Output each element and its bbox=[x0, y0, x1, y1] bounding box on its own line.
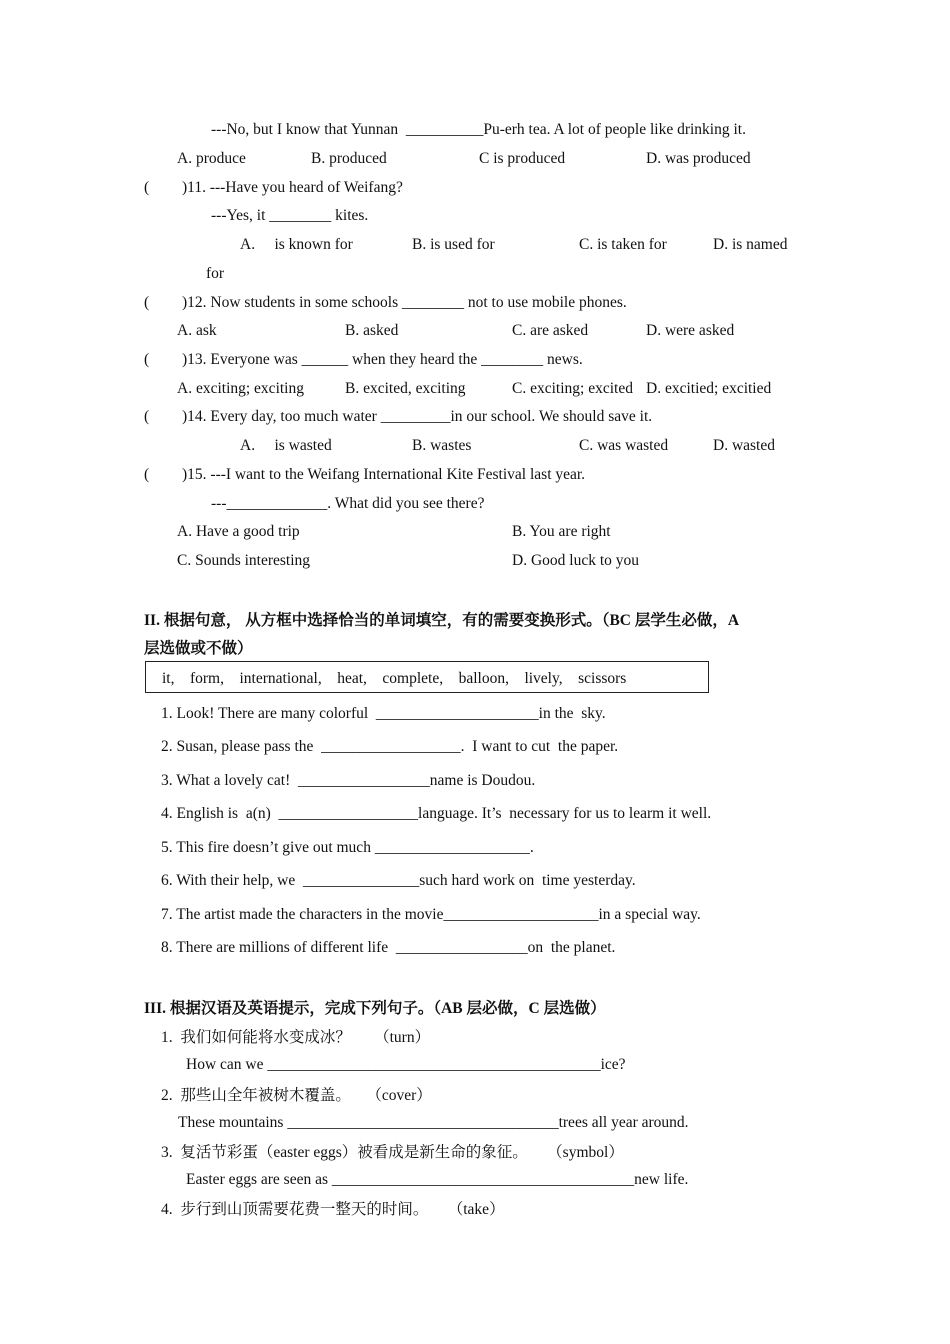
q14-option-d: D. wasted bbox=[713, 437, 775, 454]
q15-question: )15. ---I want to the Weifang International Kite Festival last year. bbox=[182, 466, 586, 483]
word-bank-box bbox=[145, 661, 709, 693]
q11-question: )11. ---Have you heard of Weifang? bbox=[182, 179, 403, 196]
fill-item: 7. The artist made the characters in the movie____________________in a special way. bbox=[161, 906, 701, 923]
fill-item: 2. Susan, please pass the __________________. I want to cut the paper. bbox=[161, 738, 619, 755]
section3-heading: III. 根据汉语及英语提示，完成下列句子。（AB 层必做，C 层选做） bbox=[144, 1000, 606, 1017]
q10-option-d: D. was produced bbox=[646, 150, 751, 167]
fill-item: 1. Look! There are many colorful _____________________in the sky. bbox=[161, 705, 606, 722]
q11-answer-line: ---Yes, it ________ kites. bbox=[211, 207, 369, 224]
q11-option-a: A. is known for bbox=[240, 236, 353, 253]
fill-item: 5. This fire doesn’t give out much ____________________. bbox=[161, 839, 534, 856]
q13-option-a: A. exciting; exciting bbox=[177, 380, 304, 397]
q15-answer-paren: ( bbox=[144, 466, 150, 483]
fill-item: 3. What a lovely cat! _________________name is Doudou. bbox=[161, 772, 536, 789]
q10-option-c: C is produced bbox=[479, 150, 566, 167]
q11-option-b: B. is used for bbox=[412, 236, 495, 253]
word-bank-words: it, form, international, heat, complete, balloon, lively, scissors bbox=[162, 670, 627, 687]
translation-answer-line: Easter eggs are seen as _______________________________________new life. bbox=[186, 1171, 689, 1188]
fill-item: 8. There are millions of different life _________________on the planet. bbox=[161, 939, 616, 956]
q12-option-d: D. were asked bbox=[646, 322, 735, 339]
q12-option-a: A. ask bbox=[177, 322, 217, 339]
q15-option-b: B. You are right bbox=[512, 523, 611, 540]
q13-question: )13. Everyone was ______ when they heard the ________ news. bbox=[182, 351, 583, 368]
q10-answer-line: ---No, but I know that Yunnan __________Pu-erh tea. A lot of people like drinking it. bbox=[211, 121, 746, 138]
q11-option-d: D. is named bbox=[713, 236, 788, 253]
q14-option-c: C. was wasted bbox=[579, 437, 669, 454]
q15-answer-line: ---_____________. What did you see there? bbox=[211, 495, 485, 512]
translation-prompt: 4. 步行到山顶需要花费一整天的时间。 （take） bbox=[161, 1201, 505, 1218]
q14-question: )14. Every day, too much water _________in our school. We should save it. bbox=[182, 408, 653, 425]
section2-heading-cont: 层选做或不做） bbox=[144, 640, 253, 657]
translation-prompt: 1. 我们如何能将水变成冰？ （turn） bbox=[161, 1029, 431, 1046]
q14-option-b: B. wastes bbox=[412, 437, 472, 454]
q15-option-a: A. Have a good trip bbox=[177, 523, 300, 540]
q12-option-c: C. are asked bbox=[512, 322, 589, 339]
q13-option-c: C. exciting; excited bbox=[512, 380, 633, 397]
q11-option-d-wrap: for bbox=[206, 265, 225, 282]
q11-option-c: C. is taken for bbox=[579, 236, 667, 253]
q14-answer-paren: ( bbox=[144, 408, 150, 425]
q15-option-c: C. Sounds interesting bbox=[177, 552, 311, 569]
q11-answer-paren: ( bbox=[144, 179, 150, 196]
translation-answer-line: These mountains ___________________________________trees all year around. bbox=[178, 1114, 689, 1131]
q14-option-a: A. is wasted bbox=[240, 437, 332, 454]
q10-option-b: B. produced bbox=[311, 150, 387, 167]
q10-option-a: A. produce bbox=[177, 150, 246, 167]
fill-item: 6. With their help, we _______________such hard work on time yesterday. bbox=[161, 872, 636, 889]
translation-prompt: 3. 复活节彩蛋（easter eggs）被看成是新生命的象征。 （symbol） bbox=[161, 1144, 624, 1161]
translation-prompt: 2. 那些山全年被树木覆盖。 （cover） bbox=[161, 1087, 432, 1104]
fill-item: 4. English is a(n) __________________language. It’s necessary for us to learm it well. bbox=[161, 805, 712, 822]
section2-heading: II. 根据句意， 从方框中选择恰当的单词填空，有的需要变换形式。（BC 层学生必做，A bbox=[144, 612, 740, 629]
q12-option-b: B. asked bbox=[345, 322, 399, 339]
q12-answer-paren: ( bbox=[144, 294, 150, 311]
q13-option-d: D. excitied; excitied bbox=[646, 380, 772, 397]
translation-answer-line: How can we ___________________________________________ice? bbox=[186, 1056, 626, 1073]
q13-answer-paren: ( bbox=[144, 351, 150, 368]
q12-question: )12. Now students in some schools ________ not to use mobile phones. bbox=[182, 294, 627, 311]
q15-option-d: D. Good luck to you bbox=[512, 552, 640, 569]
q13-option-b: B. excited, exciting bbox=[345, 380, 466, 397]
